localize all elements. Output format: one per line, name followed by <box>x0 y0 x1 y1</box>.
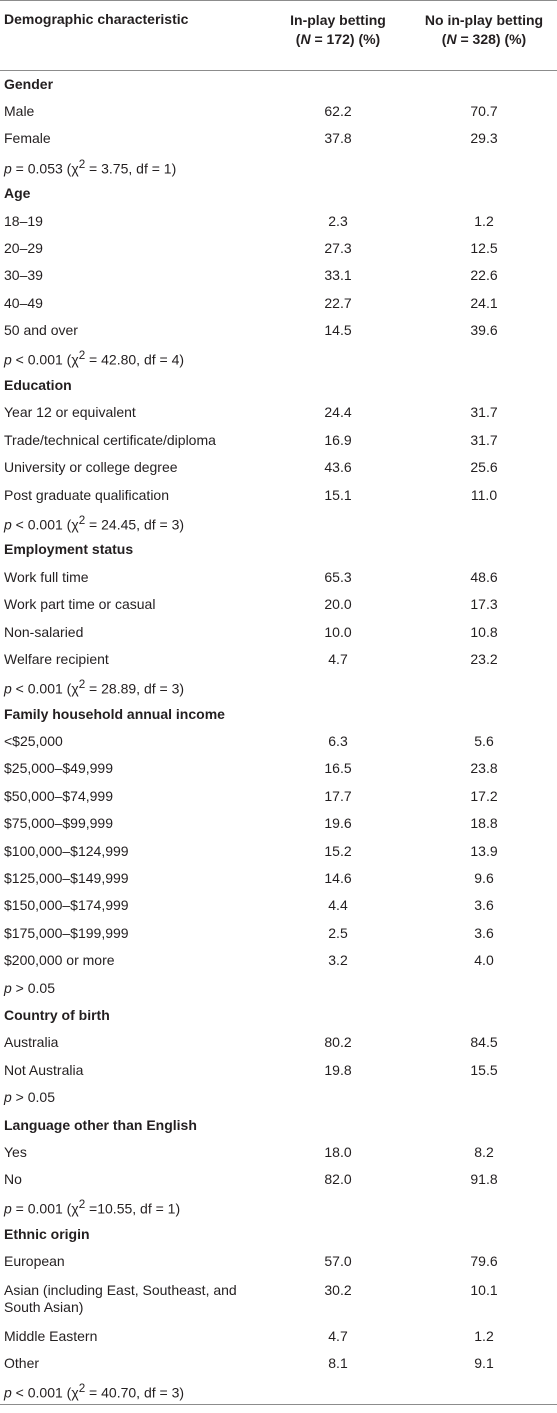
stat-row-country: p > 0.05 <box>4 1089 55 1106</box>
section-title-country: Country of birth <box>4 1006 110 1023</box>
table-row: $125,000–$149,999 14.6 9.6 <box>4 870 494 887</box>
table-row: Female 37.8 29.3 <box>4 130 498 147</box>
section-title-gender: Gender <box>4 75 54 92</box>
table-row: $25,000–$49,999 16.5 23.8 <box>4 760 498 777</box>
stat-row-gender: p = 0.053 ($\chi^2 = 3.75$, df = 1) <box>4 157 177 177</box>
section-title-employment: Employment status <box>4 541 134 558</box>
table-row: Post graduate qualification 15.1 11.0 <box>4 486 498 503</box>
section-title-language: Language other than English <box>4 1116 197 1133</box>
table-row: University or college degree 43.6 25.6 <box>4 459 498 476</box>
stat-row-income: p > 0.05 <box>4 979 55 996</box>
table-row: $150,000–$174,999 4.4 3.6 <box>4 897 494 914</box>
section-title-income: Family household annual income <box>4 705 225 722</box>
table-row: No 82.0 91.8 <box>4 1171 498 1188</box>
table-row: <$25,000 6.3 5.6 <box>4 733 494 750</box>
table-row: Non-salaried 10.0 10.8 <box>4 623 498 640</box>
table-row: $200,000 or more 3.2 4.0 <box>4 952 494 969</box>
table-row: Other 8.1 9.1 <box>4 1355 494 1372</box>
header-no-in-play: No in-play betting (N = 328) (%) <box>411 1 557 71</box>
table-row: Year 12 or equivalent 24.4 31.7 <box>4 404 498 421</box>
header-row <box>0 1 557 71</box>
header-characteristic: Demographic characteristic <box>0 1 265 71</box>
table-row: 50 and over 14.5 39.6 <box>4 322 498 339</box>
table-row: Work full time 65.3 48.6 <box>4 568 498 585</box>
stat-row-employment: p < 0.001 ($\chi^2 = 28.89$, df = 3) <box>4 677 185 697</box>
table-row: Welfare recipient 4.7 23.2 <box>4 650 498 667</box>
stat-row-education: p < 0.001 ($\chi^2 = 24.45$, df = 3) <box>4 513 185 533</box>
table-row: 40–49 22.7 24.1 <box>4 294 498 311</box>
table-row: 30–39 33.1 22.6 <box>4 267 498 284</box>
table-row: Male 62.2 70.7 <box>4 103 498 120</box>
section-title-age: Age <box>4 185 31 202</box>
table-row: Not Australia 19.8 15.5 <box>4 1061 498 1078</box>
table-row: 18–19 2.3 1.2 <box>4 212 494 229</box>
table-row: $100,000–$124,999 15.2 13.9 <box>4 842 498 859</box>
table-row: 20–29 27.3 12.5 <box>4 240 498 257</box>
table-row: Trade/technical certificate/diploma 16.9 31.7 <box>4 431 498 448</box>
table-row: Yes 18.0 8.2 <box>4 1143 494 1160</box>
table-row: Work part time or casual 20.0 17.3 <box>4 596 498 613</box>
table-row: Middle Eastern 4.7 1.2 <box>4 1327 494 1344</box>
stat-row-ethnic: p < 0.001 ($\chi^2 = 40.70$, df = 3) <box>0 1377 557 1404</box>
table-row: $75,000–$99,999 19.6 18.8 <box>4 815 498 832</box>
table-row: $50,000–$74,999 17.7 17.2 <box>4 787 498 804</box>
table-row: $175,000–$199,999 2.5 3.6 <box>4 924 494 941</box>
stat-row-age: p < 0.001 ($\chi^2 = 42.80$, df = 4) <box>4 349 185 368</box>
stat-row-language: p = 0.001 ($\chi^2 =10.55$, df = 1) <box>4 1198 181 1218</box>
header-in-play: In-play betting (N = 172) (%) <box>265 1 411 71</box>
table-row: European 57.0 79.6 <box>4 1253 498 1270</box>
table-row: Asian (including East, Southeast, and South Asian) 30.2 10.1 <box>4 1281 498 1316</box>
table-row: Australia 80.2 84.5 <box>4 1034 498 1051</box>
section-title-education: Education <box>4 376 72 393</box>
section-title-ethnic: Ethnic origin <box>4 1226 90 1243</box>
